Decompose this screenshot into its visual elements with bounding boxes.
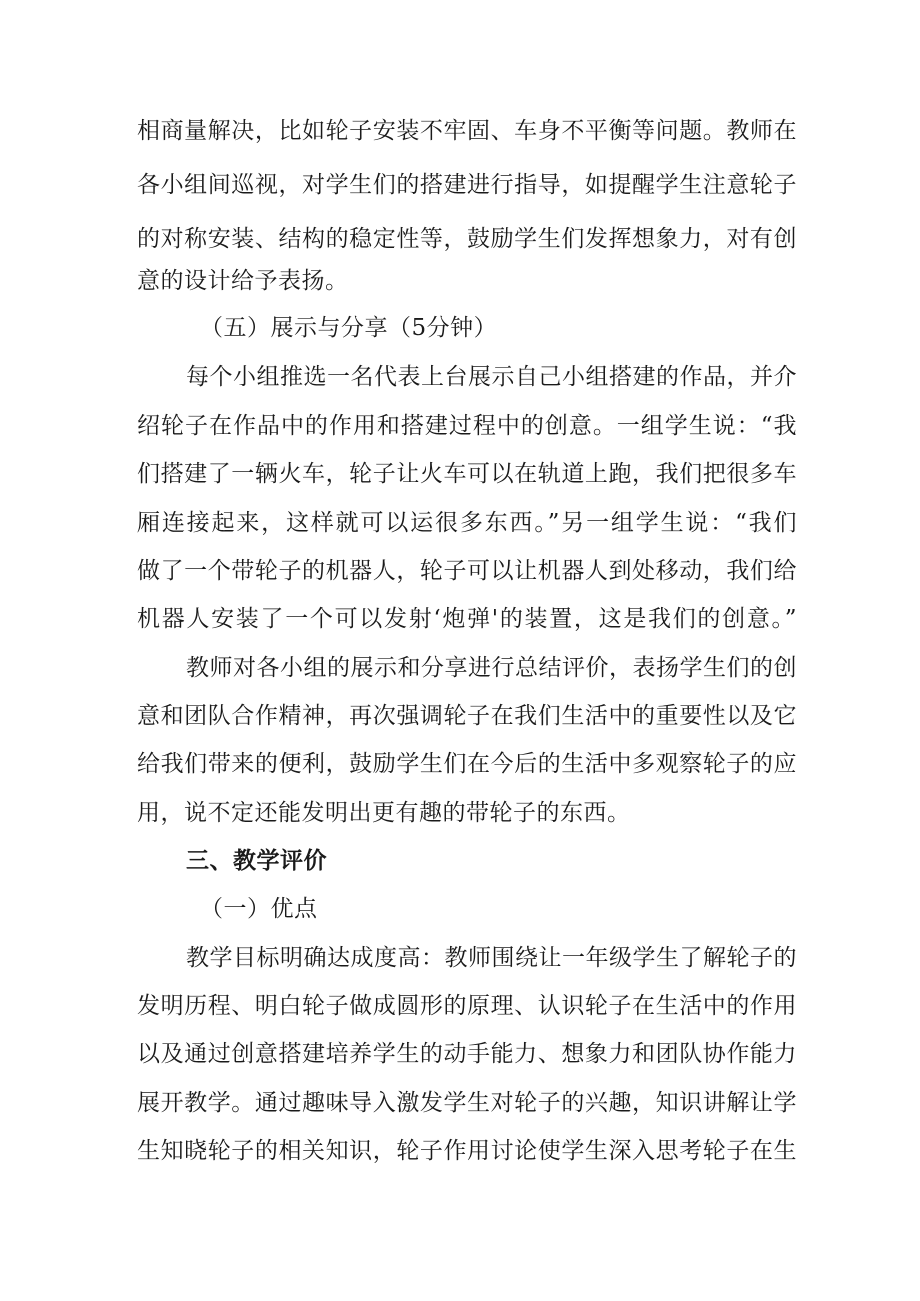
paragraph-1-line-4: 意的设计给予表扬。 — [137, 268, 349, 294]
paragraph-4-line-1: 教学目标明确达成度高：教师围绕让一年级学生了解轮子的 — [186, 945, 797, 971]
paragraph-1-line-2: 各小组间巡视，对学生们的搭建进行指导，如提醒学生注意轮子 — [137, 172, 797, 198]
paragraph-3-line-3: 给我们带来的便利，鼓励学生们在今后的生活中多观察轮子的应 — [137, 751, 797, 777]
paragraph-2-line-6: 机器人安装了一个可以发射‘炮弹'的装置，这是我们的创意。” — [137, 606, 797, 632]
paragraph-1-line-3: 的对称安装、结构的稳定性等，鼓励学生们发挥想象力，对有创 — [137, 226, 797, 252]
paragraph-4-line-3: 以及通过创意搭建培养学生的动手能力、想象力和团队协作能力 — [137, 1041, 797, 1067]
section-heading-strengths: （一）优点 — [200, 896, 318, 922]
paragraph-1-line-1: 相商量解决，比如轮子安装不牢固、车身不平衡等问题。教师在 — [137, 118, 797, 144]
paragraph-3-line-1: 教师对各小组的展示和分享进行总结评价，表扬学生们的创 — [186, 655, 797, 681]
paragraph-3-line-4: 用，说不定还能发明出更有趣的带轮子的东西。 — [137, 800, 631, 826]
paragraph-4-line-5: 生知晓轮子的相关知识，轮子作用讨论使学生深入思考轮子在生 — [137, 1138, 797, 1164]
paragraph-4-line-4: 展开教学。通过趣味导入激发学生对轮子的兴趣，知识讲解让学 — [137, 1090, 797, 1116]
paragraph-2-line-4: 厢连接起来，这样就可以运很多东西。”另一组学生说：“我们 — [137, 510, 797, 536]
paragraph-2-line-5: 做了一个带轮子的机器人，轮子可以让机器人到处移动，我们给 — [137, 558, 797, 584]
paragraph-3-line-2: 意和团队合作精神，再次强调轮子在我们生活中的重要性以及它 — [137, 703, 797, 729]
paragraph-4-line-2: 发明历程、明白轮子做成圆形的原理、认识轮子在生活中的作用 — [137, 993, 797, 1019]
paragraph-2-line-3: 们搭建了一辆火车，轮子让火车可以在轨道上跑，我们把很多车 — [137, 461, 797, 487]
paragraph-2-line-1: 每个小组推选一名代表上台展示自己小组搭建的作品，并介 — [186, 364, 797, 390]
section-heading-share: （五）展示与分享（5分钟） — [200, 315, 498, 341]
section-heading-evaluation: 三、教学评价 — [186, 847, 327, 874]
paragraph-2-line-2: 绍轮子在作品中的作用和搭建过程中的创意。一组学生说：“我 — [137, 413, 797, 439]
